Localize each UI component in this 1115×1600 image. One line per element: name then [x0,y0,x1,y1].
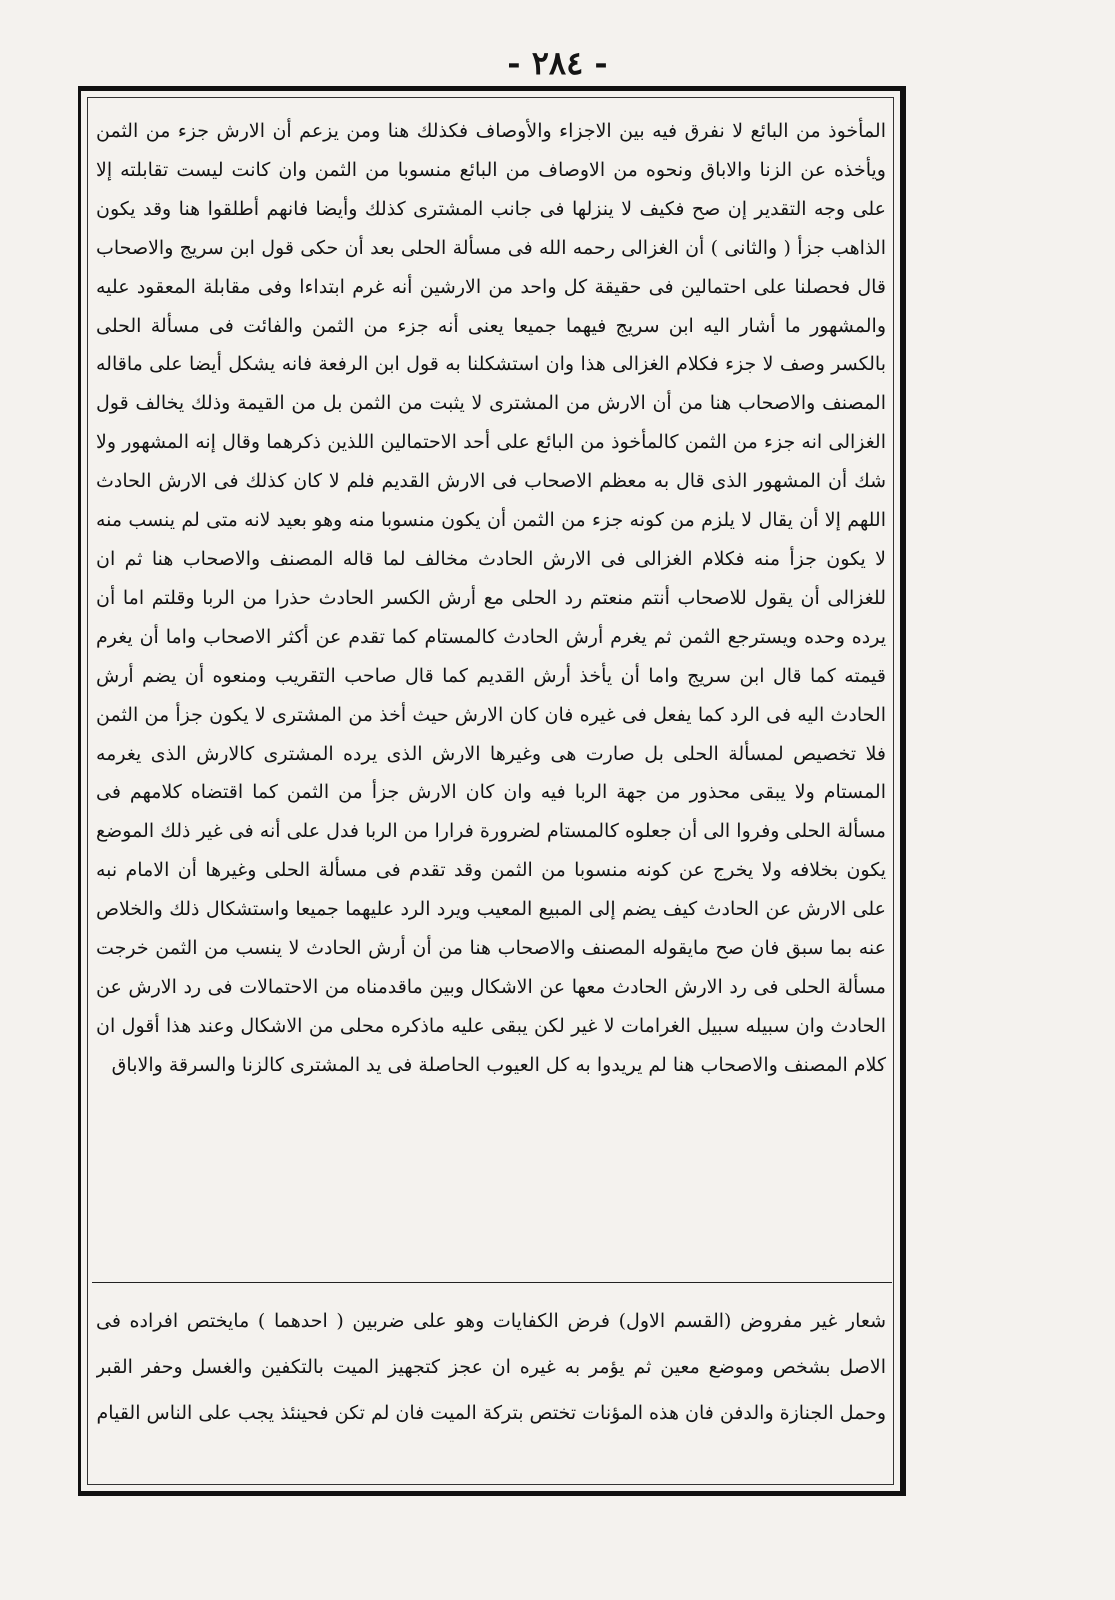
footnote-block [96,1298,886,1484]
page-number: - ٢٨٤ - [507,44,608,82]
footnote-separator [92,1282,892,1283]
main-text-block [96,112,886,1200]
footnote-paragraph: شعار غير مفروض (القسم الاول) فرض الكفايات وهو على ضربين ( احدهما ) مايختص افراده فى الاصل بشخص وموضع معين ثم يؤمر به غيره ان عجز كتجهيز الميت بالتكفين والغسل وحفر القبر وحمل الجنازة والدفن فان هذه المؤنات تختص بتركة الميت فان لم تكن فحينئذ يجب على الناس القيام [96,1310,886,1424]
main-paragraph: المأخوذ من البائع لا نفرق فيه بين الاجزاء والأوصاف فكذلك هنا ومن يزعم أن الارش جزء من الثمن ويأخذه عن الزنا والاباق ونحوه من الاوصاف من البائع منسوبا من الثمن وان كانت ليست تقابلته إلا على وجه التقدير إن صح فكيف لا ينزلها فى جانب المشترى كذلك وأيضا فانهم أطلقوا هنا وقد يكون الذاهب جزأ ( والثانى ) أن الغزالى رحمه الله فى مسألة الحلى بعد أن حكى قول ابن سريج والاصحاب قال فحصلنا على احتمالين فى حقيقة كل واحد من الارشين أنه غرم ابتداءا وفى مقابلة المعقود عليه والمشهور ما أشار اليه ابن سريج فيهما جميعا يعنى أنه جزء من الثمن والفائت فى مسألة الحلى بالكسر وصف لا جزء فكلام الغزالى هذا وان استشكلنا به قول ابن الرفعة فانه يشكل أيضا على ماقاله المصنف والاصحاب هنا من أن الارش من المشترى لا يثبت من الثمن بل من القيمة وذلك يخالف قول الغزالى انه جزء من الثمن كالمأخوذ من البائع على أحد الاحتمالين اللذين ذكرهما وقال إنه المشهور ولا شك أن المشهور الذى قال به معظم الاصحاب فى الارش القديم فلم لا كان كذلك فى الارش الحادث اللهم إلا أن يقال لا يلزم من كونه جزء من الثمن أن يكون منسوبا منه وهو بعيد لانه متى لم ينسب منه لا يكون جزأ منه فكلام الغزالى فى الارش الحادث مخالف لما قاله المصنف والاصحاب هنا ثم ان للغزالى أن يقول للاصحاب أنتم منعتم رد الحلى مع أرش الكسر الحادث حذرا من الربا وقلتم اما أن يرده وحده ويسترجع الثمن ثم يغرم أرش الحادث كالمستام كما تقدم عن أكثر الاصحاب واما أن يغرم قيمته كما قال ابن سريج واما أن يأخذ أرش القديم كما قال صاحب التقريب ومنعوه أن يضم أرش الحادث اليه فى الرد كما يفعل فى غيره فان كان الارش حيث أخذ من المشترى لا يكون جزأ من الثمن فلا تخصيص لمسألة الحلى بل صارت هى وغيرها الارش الذى يرده المشترى كالارش الذى يغرمه المستام ولا يبقى محذور من جهة الربا فيه وان كان الارش جزأ من الثمن كما اقتضاه كلامهم فى مسألة الحلى وفروا الى أن جعلوه كالمستام لضرورة فرارا من الربا فدل على أنه فى غير ذلك الموضع يكون بخلافه ولا يخرج عن كونه منسوبا من الثمن وقد تقدم فى مسألة الحلى وغيرها أن الامام نبه على الارش عن الحادث كيف يضم إلى المبيع المعيب ويرد الرد عليهما جميعا واستشكال ذلك والخلاص عنه بما سبق فان صح مايقوله المصنف والاصحاب هنا من أن أرش الحادث لا ينسب من الثمن خرجت مسألة الحلى فى رد الارش الحادث معها عن الاشكال وبين ماقدمناه من الاحتمالات فى رد الارش عن الحادث وان سبيله سبيل الغرامات لا غير لكن يبقى عليه ماذكره محلى من الاشكال وعند هذا أقول ان كلام المصنف والاصحاب هنا لم يريدوا به كل العيوب الحاصلة فى يد المشترى كالزنا والسرقة والاباق [96,120,886,1076]
